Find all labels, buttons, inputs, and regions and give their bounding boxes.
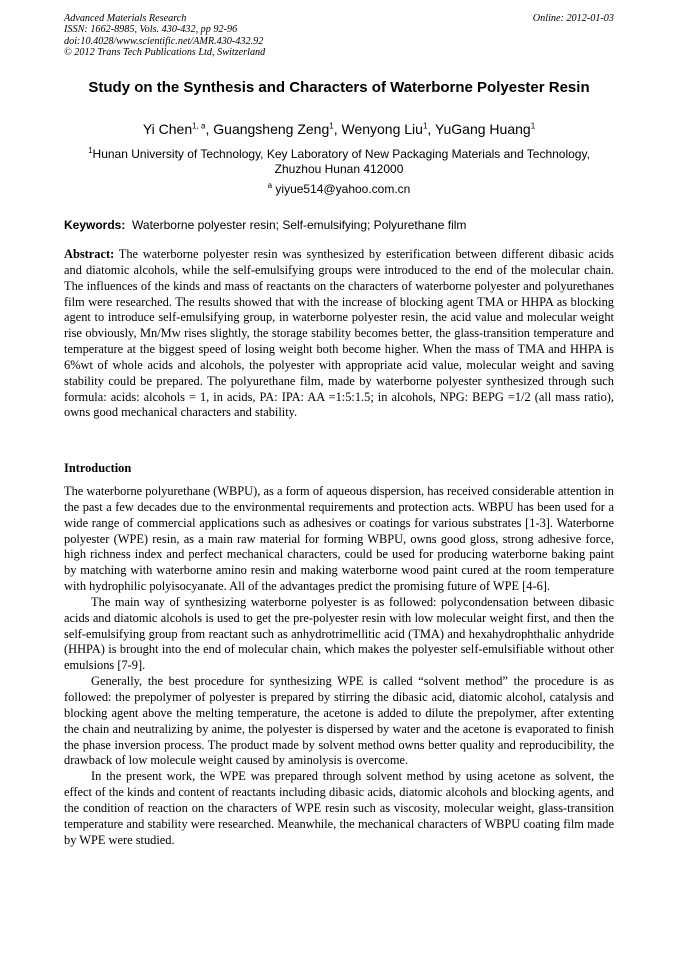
copyright-line: © 2012 Trans Tech Publications Ltd, Switzerland bbox=[64, 46, 266, 58]
author-separator: , bbox=[205, 121, 214, 137]
abstract bbox=[64, 247, 614, 421]
affiliation-text: Hunan University of Technology, Key Laboratory of New Packaging Materials and Technology, Zhuzhou Hunan 412000 bbox=[92, 147, 590, 176]
journal-header bbox=[64, 13, 265, 58]
affiliation-mark: 1 bbox=[88, 146, 93, 155]
author-affiliation-mark: 1 bbox=[422, 121, 428, 131]
paragraph: The waterborne polyurethane (WBPU), as a form of aqueous dispersion, has received considerable attention in the past a few decades due to the environmental requirements and protection acts. WBPU has been used for a wide range of commercial applications such as adhesives or coatings for various substrates [1-3]. Waterborne polyester (WPE) resin, as a main raw material for forming WBPU, owns good gloss, strong adhesive force, high richness index and perfect mechanical characters, could be used for producing waterborne baking paint by matching with waterborne amino resin and making waterborne wood paint cured at the room temperature with hydrophilic polyisocyanate. All of the advantages predict the promising future of WPE [4-6]. bbox=[64, 484, 614, 594]
issn-line: ISSN: 1662-8985, Vols. 430-432, pp 92-96 bbox=[64, 24, 238, 36]
author-name: YuGang Huang bbox=[434, 121, 531, 137]
email-mark: a bbox=[267, 181, 273, 190]
author-affiliation-mark: 1 bbox=[530, 121, 536, 131]
paper-title: Study on the Synthesis and Characters of Waterborne Polyester Resin bbox=[88, 79, 590, 96]
keywords bbox=[64, 218, 614, 232]
affiliation bbox=[64, 147, 614, 177]
keywords-text: Waterborne polyester resin; Self-emulsifying; Polyurethane film bbox=[132, 218, 467, 232]
author-name: Yi Chen bbox=[142, 121, 193, 137]
author-list bbox=[0, 121, 678, 137]
author-name: Wenyong Liu bbox=[341, 121, 423, 137]
author-name: Guangsheng Zeng bbox=[213, 121, 330, 137]
author-separator: , bbox=[333, 121, 342, 137]
paragraph: In the present work, the WPE was prepared through solvent method by using acetone as solvent, the effect of the kinds and content of reactants including dibasic acids, diatomic alcohols and blocking agents, and the condition of reaction on the characters of WPE resin such as viscosity, molecular weight, glass-transition temperature and stability were researched. Meanwhile, the mechanical characters of WBPU coating film made by WPE were studied. bbox=[64, 769, 614, 847]
online-date: Online: 2012-01-03 bbox=[532, 13, 614, 24]
email-line bbox=[0, 182, 678, 196]
introduction-body bbox=[64, 484, 614, 848]
author-separator: , bbox=[427, 121, 435, 137]
paragraph: Generally, the best procedure for synthesizing WPE is called “solvent method” the procedure is as followed: the prepolymer of polyester is prepared by stirring the dibasic acid, diatomic alcohol, catalysis and blocking agent above the melting temperature, the acetone is added to dilute the prepolymer, after extenting the chain and neutralizing by anime, the polyester is dispersed by water and the acetone is evaporated to finish the phase inversion process. The product made by solvent method owns better quality and reproducibility, the drawback of low molecule weight caused by aminolysis is overcome. bbox=[64, 674, 614, 768]
author-affiliation-mark: 1, a bbox=[192, 121, 206, 131]
abstract-text: The waterborne polyester resin was synthesized by esterification between different dibasic acids and diatomic alcohols, while the self-emulsifying groups were introduced to the end of the molecular chain. The influences of the kinds and mass of reactants on the characters of waterborne polyester and polyurethanes film were researched. The results showed that with the increase of blocking agent TMA or HHPA as blocking agent to introduce self-emulsifying group, in waterborne polyester resin, the acid value and molecular weight rise obviously, Mn/Mw rises slightly, the storage stability becomes better, the glass-transition temperature and temperature at the biggest speed of losing weight both become higher. When the mass of TMA and HHPA is 6%wt of whole acids and alcohols, the polyester with appropriate acid value, molecular weight and saving stability could be prepared. The polyurethane film, made by waterborne polyester synthesized through such formula: acids: alcohols = 1, in acids, PA: IPA: AA =1:5:1.5; in alcohols, NPG: BEPG =1/2 (all mass ratio), owns good mechanical characters and stability. bbox=[64, 247, 615, 420]
author-affiliation-mark: 1 bbox=[329, 121, 334, 131]
paragraph: The main way of synthesizing waterborne polyester is as followed: polycondensation between dibasic acids and diatomic alcohols is used to get the pre-polyester resin with low molecular weight first, and then the self-emulsifying group from reactant such as anhydrotrimellitic acid (TMA) and hexahydrophthalic anhydride (HHPA) is brought into the end of molecular chain, which makes the polyester self-emulsifiable without other emulsions [7-9]. bbox=[64, 594, 614, 673]
abstract-label: Abstract: bbox=[64, 247, 115, 261]
doi-line: doi:10.4028/www.scientific.net/AMR.430-432.92 bbox=[64, 35, 264, 47]
email-address: yiyue514@yahoo.com.cn bbox=[275, 182, 411, 196]
introduction-heading: Introduction bbox=[64, 461, 132, 475]
keywords-label: Keywords: bbox=[64, 218, 126, 232]
journal-name: Advanced Materials Research bbox=[64, 13, 187, 24]
